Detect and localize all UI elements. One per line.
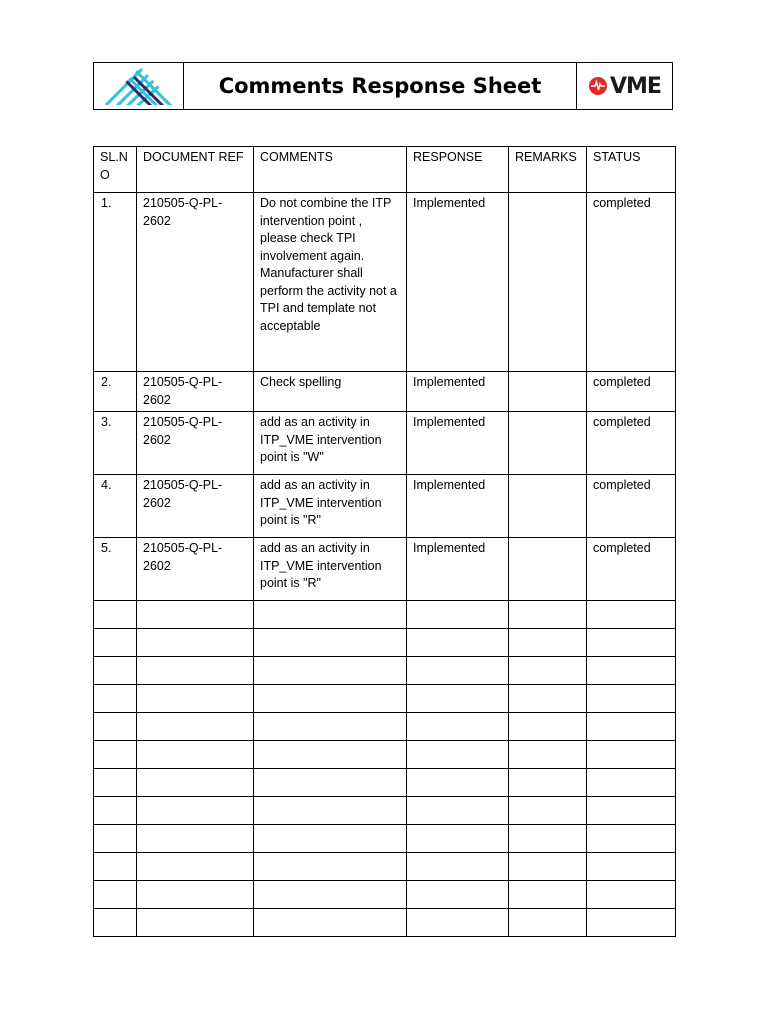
empty-table-row <box>94 853 676 881</box>
empty-table-row <box>94 657 676 685</box>
response-cell: Implemented <box>407 475 509 538</box>
empty-table-row <box>94 629 676 657</box>
document-ref-cell: 210505-Q-PL-2602 <box>137 538 254 601</box>
column-header-remarks: REMARKS <box>509 147 587 193</box>
column-header-comments: COMMENTS <box>254 147 407 193</box>
empty-table-row <box>94 881 676 909</box>
response-cell: Implemented <box>407 412 509 475</box>
document-header <box>93 62 673 110</box>
column-header-sl-no: SL.N O <box>94 147 137 193</box>
table-header-row <box>94 147 676 193</box>
comments-cell: add as an activity in ITP_VME intervention point is "W" <box>254 412 407 475</box>
vme-circle-logo-icon <box>589 77 607 95</box>
vme-logo-text: VME <box>610 73 661 99</box>
empty-table-row <box>94 825 676 853</box>
company-logo-left <box>94 63 184 109</box>
comments-table <box>93 146 676 937</box>
empty-table-row <box>94 685 676 713</box>
column-header-status: STATUS <box>587 147 676 193</box>
comments-cell: Check spelling <box>254 372 407 412</box>
sl-no-cell: 2. <box>94 372 137 412</box>
empty-table-row <box>94 769 676 797</box>
response-cell: Implemented <box>407 372 509 412</box>
status-cell: completed <box>587 372 676 412</box>
triangle-stripes-logo-icon <box>94 63 183 109</box>
remarks-cell <box>509 193 587 372</box>
table-row <box>94 412 676 475</box>
table-row <box>94 193 676 372</box>
status-cell: completed <box>587 538 676 601</box>
remarks-cell <box>509 475 587 538</box>
sl-no-cell: 1. <box>94 193 137 372</box>
remarks-cell <box>509 372 587 412</box>
table-row <box>94 538 676 601</box>
status-cell: completed <box>587 412 676 475</box>
remarks-cell <box>509 412 587 475</box>
empty-table-row <box>94 909 676 937</box>
empty-table-row <box>94 713 676 741</box>
column-header-document-ref: DOCUMENT REF <box>137 147 254 193</box>
document-title: Comments Response Sheet <box>218 74 542 98</box>
remarks-cell <box>509 538 587 601</box>
column-header-response: RESPONSE <box>407 147 509 193</box>
table-row <box>94 475 676 538</box>
empty-table-row <box>94 601 676 629</box>
document-ref-cell: 210505-Q-PL-2602 <box>137 412 254 475</box>
document-ref-cell: 210505-Q-PL-2602 <box>137 475 254 538</box>
sl-no-cell: 4. <box>94 475 137 538</box>
sl-no-cell: 3. <box>94 412 137 475</box>
comments-cell: Do not combine the ITP intervention point , please check TPI involvement again. Manufacturer shall perform the activity not a TPI and template not acceptable <box>254 193 407 372</box>
document-ref-cell: 210505-Q-PL-2602 <box>137 193 254 372</box>
table-row <box>94 372 676 412</box>
response-cell: Implemented <box>407 538 509 601</box>
status-cell: completed <box>587 475 676 538</box>
sl-no-cell: 5. <box>94 538 137 601</box>
document-ref-cell: 210505-Q-PL-2602 <box>137 372 254 412</box>
empty-table-row <box>94 741 676 769</box>
status-cell: completed <box>587 193 676 372</box>
company-logo-right <box>576 63 673 109</box>
response-cell: Implemented <box>407 193 509 372</box>
empty-table-row <box>94 797 676 825</box>
comments-cell: add as an activity in ITP_VME intervention point is "R" <box>254 475 407 538</box>
comments-cell: add as an activity in ITP_VME intervention point is "R" <box>254 538 407 601</box>
